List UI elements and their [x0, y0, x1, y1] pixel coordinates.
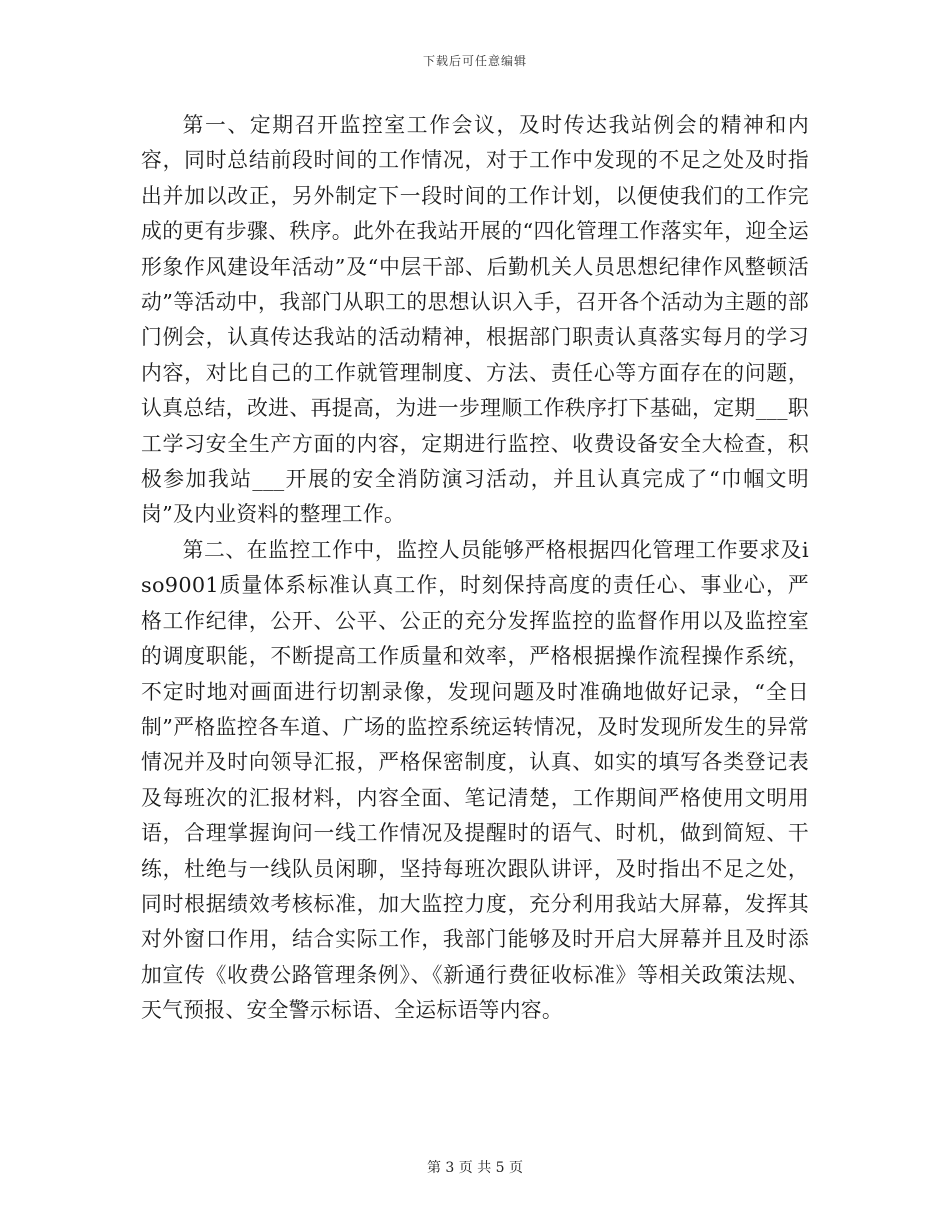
- paragraph-2: 第二、在监控工作中，监控人员能够严格根据四化管理工作要求及iso9001质量体系标准认真工作，时刻保持高度的责任心、事业心，严格工作纪律，公开、公平、公正的充分发挥监控的监督作用以及监控室的调度职能，不断提高工作质量和效率，严格根据操作流程操作系统，不定时地对画面进行切割录像，发现问题及时准确地做好记录，“全日制”严格监控各车道、广场的监控系统运转情况，及时发现所发生的异常情况并及时向领导汇报，严格保密制度，认真、如实的填写各类登记表及每班次的汇报材料，内容全面、笔记清楚，工作期间严格使用文明用语，合理掌握询问一线工作情况及提醒时的语气、时机，做到简短、干练，杜绝与一线队员闲聊，坚持每班次跟队讲评，及时指出不足之处，同时根据绩效考核标准，加大监控力度，充分利用我站大屏幕，发挥其对外窗口作用，结合实际工作，我部门能够及时开启大屏幕并且及时添加宣传《收费公路管理条例》、《新通行费征收标准》等相关政策法规、天气预报、安全警示标语、全运标语等内容。: [141, 537, 809, 1023]
- document-body: [141, 108, 809, 1029]
- paragraph-1: 第一、定期召开监控室工作会议，及时传达我站例会的精神和内容，同时总结前段时间的工作情况，对于工作中发现的不足之处及时指出并加以改正，另外制定下一段时间的工作计划，以便使我们的工作完成的更有步骤、秩序。此外在我站开展的“四化管理工作落实年，迎全运形象作风建设年活动”及“中层干部、后勤机关人员思想纪律作风整顿活动”等活动中，我部门从职工的思想认识入手，召开各个活动为主题的部门例会，认真传达我站的活动精神，根据部门职责认真落实每月的学习内容，对比自己的工作就管理制度、方法、责任心等方面存在的问题，认真总结，改进、再提高，为进一步理顺工作秩序打下基础，定期___职工学习安全生产方面的内容，定期进行监控、收费设备安全大检查，积极参加我站___开展的安全消防演习活动，并且认真完成了“巾帼文明岗”及内业资料的整理工作。: [141, 113, 809, 527]
- page-header-note: 下载后可任意编辑: [422, 54, 527, 68]
- page-number: 第 3 页 共 5 页: [426, 1160, 524, 1176]
